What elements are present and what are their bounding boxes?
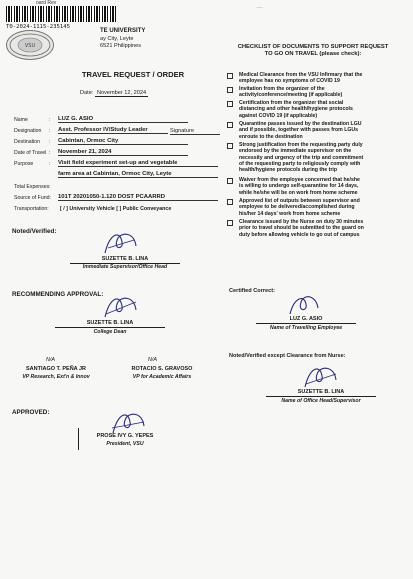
signature-label: Signature: [170, 128, 220, 135]
field-value-name: LUZ G. ASIO: [58, 116, 188, 123]
certified-role: Name of Travelling Employee: [269, 325, 343, 331]
field-value-purpose-2: farm area at Cabintan, Ormoc City, Leyte: [58, 171, 218, 178]
checklist-title: CHECKLIST OF DOCUMENTS TO SUPPORT REQUEST TO GO ON TRAVEL (please check):: [237, 44, 389, 57]
checkbox-icon: [227, 143, 233, 149]
university-name: TE UNIVERSITY: [100, 28, 146, 34]
checkbox-icon: [227, 220, 233, 226]
field-label-transportation: Transportation:: [14, 206, 49, 212]
university-seal-logo: [6, 30, 54, 60]
checkbox-icon: [227, 178, 233, 184]
certified-correct-label: Certified Correct:: [229, 288, 276, 294]
recommending-signature-flourish: [100, 292, 140, 322]
vp-research-name: SANTIAGO T. PEÑA JR: [26, 366, 86, 372]
reference-number: T0-2024-1115-235145: [6, 24, 70, 30]
corner-mark-icon: ⌒: [256, 8, 263, 15]
checkbox-icon: [227, 122, 233, 128]
checkbox-icon: [227, 73, 233, 79]
field-label-purpose: Purpose: [14, 161, 34, 167]
university-address: ay City, Leyte 6521 Philippines: [100, 36, 142, 49]
noted-verified-label: Noted/Verified:: [12, 228, 57, 235]
field-value-destination: Cabintan, Ormoc City: [58, 138, 188, 145]
field-label-designation: Designation: [14, 128, 42, 134]
field-label-total-expenses: Total Expenses:: [14, 184, 51, 190]
approved-label: APPROVED:: [12, 409, 50, 416]
checkbox-icon: [227, 101, 233, 107]
field-value-source-of-fund: 101T 20201050-1.120 DOST PCAARRD: [58, 194, 218, 201]
recommending-role: College Dean: [93, 329, 127, 335]
recommending-approval-label: RECOMMENDING APPROVAL:: [12, 291, 104, 298]
field-value-designation: Asst. Professor IV/Study Leader: [58, 127, 168, 134]
nurse-noted-label: Noted/Verified except Clearance from Nurse:: [229, 353, 346, 359]
barcode: [6, 6, 116, 22]
field-value-purpose: Visit field experiment set-up and vegetable: [58, 160, 218, 167]
field-label-name: Name: [14, 117, 28, 123]
noted-signature-flourish: [100, 228, 140, 258]
noted-name: SUZETTE B. LINA: [101, 256, 149, 262]
checkbox-icon: [227, 87, 233, 93]
nurse-name: SUZETTE B. LINA: [297, 389, 345, 395]
right-na: N/A: [148, 357, 157, 363]
approved-name: PROSE IVY G. YEPES: [96, 433, 154, 439]
form-title: TRAVEL REQUEST / ORDER: [81, 70, 185, 79]
field-label-date-of-travel: Date of Travel: [14, 150, 47, 156]
field-label-destination: Destination: [14, 139, 40, 145]
vp-academic-role: VP for Academic Affairs: [132, 374, 192, 380]
vp-research-role: VP Research, Ext'n & Innov: [22, 374, 90, 380]
noted-role: Immediate Supervisor/Office Head: [82, 264, 168, 270]
field-value-transportation: [ / ] University Vehicle [ ] Public Conveyance: [60, 206, 172, 212]
recommending-name: SUZETTE B. LINA: [86, 320, 134, 326]
checkbox-icon: [227, 199, 233, 205]
top-cut-text: oard Rev: [36, 0, 57, 6]
nurse-role: Name of Office Head/Supervisor: [281, 398, 361, 404]
approved-role: President, VSU: [106, 441, 144, 447]
nurse-signature-flourish: [300, 362, 340, 392]
left-na: N/A: [46, 357, 55, 363]
vp-academic-name: ROTACIO S. GRAVOSO: [131, 366, 193, 372]
form-date: Date: November 12, 2024: [80, 90, 147, 96]
field-value-date-of-travel: November 21, 2024: [58, 149, 188, 156]
svg-text:VSU: VSU: [24, 43, 36, 49]
certified-name: LUZ G. ASIO: [289, 316, 323, 322]
field-label-source-of-fund: Source of Fund:: [14, 195, 51, 201]
